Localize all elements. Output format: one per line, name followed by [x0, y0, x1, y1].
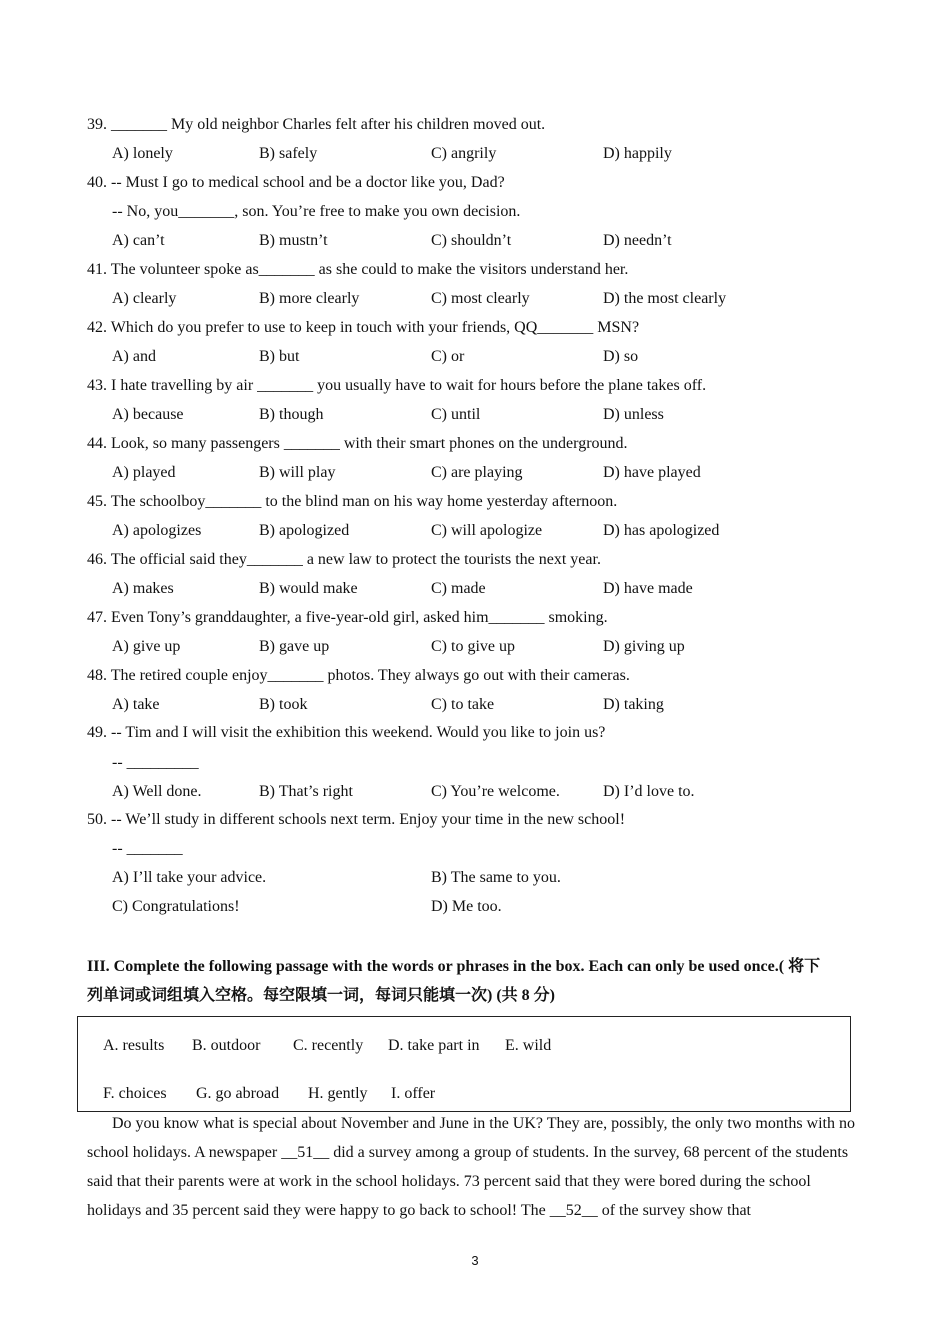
- question-39-option-b: B) safely: [259, 145, 318, 162]
- passage-text: Do you know what is special about November and June in the UK? They are, possibly, the only two months with no school holidays. A newspaper __51__ did a survey among a group of students. In the survey, 68 percent of the students said that their parents were at work in the school holidays. 73 percent said that they were bored during the school holidays and 35 percent said they were happy to go back to school! The __52__ of the survey show that: [87, 1115, 855, 1219]
- question-42-option-b: B) but: [259, 348, 300, 365]
- question-46-option-b: B) would make: [259, 580, 358, 597]
- question-49-option-a: A) Well done.: [112, 783, 202, 800]
- question-39-stem: 39. _______ My old neighbor Charles felt after his children moved out.: [87, 116, 546, 133]
- question-49-reply: -- _________: [112, 754, 199, 771]
- question-50-reply: -- _______: [112, 840, 183, 857]
- question-48-option-d: D) taking: [603, 696, 664, 713]
- question-39-option-d: D) happily: [603, 145, 672, 162]
- question-49-option-c: C) You’re welcome.: [431, 783, 560, 800]
- question-45-option-b: B) apologized: [259, 522, 350, 539]
- question-43-option-c: C) until: [431, 406, 481, 423]
- question-40-option-c: C) shouldn’t: [431, 232, 512, 249]
- question-42-stem: 42. Which do you prefer to use to keep in touch with your friends, QQ_______ MSN?: [87, 319, 640, 336]
- question-39-option-c: C) angrily: [431, 145, 497, 162]
- question-44-stem: 44. Look, so many passengers _______ with their smart phones on the underground.: [87, 435, 628, 452]
- word-box-item-c: C. recently: [293, 1037, 364, 1054]
- question-45-stem: 45. The schoolboy_______ to the blind man on his way home yesterday afternoon.: [87, 493, 618, 510]
- question-40-option-a: A) can’t: [112, 232, 165, 249]
- question-43-option-b: B) though: [259, 406, 324, 423]
- question-45-option-c: C) will apologize: [431, 522, 543, 539]
- question-46-option-d: D) have made: [603, 580, 693, 597]
- question-47-option-b: B) gave up: [259, 638, 330, 655]
- question-46-stem: 46. The official said they_______ a new law to protect the tourists the next year.: [87, 551, 601, 568]
- word-box: [77, 1016, 851, 1112]
- question-43-stem: 43. I hate travelling by air _______ you usually have to wait for hours before the plane takes off.: [87, 377, 707, 394]
- question-50-option-a: A) I’ll take your advice.: [112, 869, 267, 886]
- page-number: 3: [471, 1253, 479, 1268]
- question-39-option-a: A) lonely: [112, 145, 173, 162]
- question-48-stem: 48. The retired couple enjoy_______ photos. They always go out with their cameras.: [87, 667, 630, 684]
- question-40-option-b: B) mustn’t: [259, 232, 328, 249]
- question-41-option-a: A) clearly: [112, 290, 177, 307]
- question-42-option-d: D) so: [603, 348, 639, 365]
- section-3-title: [87, 952, 867, 1010]
- question-46-option-c: C) made: [431, 580, 486, 597]
- word-box-item-i: I. offer: [391, 1085, 436, 1102]
- section-3-title-line-1: III. Complete the following passage with the words or phrases in the box. Each can only be used once.( 将下: [87, 958, 821, 975]
- question-48-option-c: C) to take: [431, 696, 495, 713]
- question-44-option-d: D) have played: [603, 464, 701, 481]
- question-48-option-a: A) take: [112, 696, 160, 713]
- question-43-option-d: D) unless: [603, 406, 664, 423]
- question-50-option-b: B) The same to you.: [431, 869, 561, 886]
- question-41-option-b: B) more clearly: [259, 290, 360, 307]
- question-41-option-d: D) the most clearly: [603, 290, 727, 307]
- question-49-stem: 49. -- Tim and I will visit the exhibition this weekend. Would you like to join us?: [87, 724, 606, 741]
- question-41-option-c: C) most clearly: [431, 290, 530, 307]
- question-46-option-a: A) makes: [112, 580, 174, 597]
- word-box-item-h: H. gently: [308, 1085, 368, 1102]
- question-45-option-d: D) has apologized: [603, 522, 720, 539]
- word-box-item-g: G. go abroad: [196, 1085, 280, 1102]
- question-44-option-a: A) played: [112, 464, 176, 481]
- question-40-reply: -- No, you_______, son. You’re free to make you own decision.: [112, 203, 521, 220]
- question-44-option-b: B) will play: [259, 464, 336, 481]
- question-47-option-d: D) giving up: [603, 638, 685, 655]
- word-box-item-f: F. choices: [103, 1085, 167, 1102]
- question-40-option-d: D) needn’t: [603, 232, 672, 249]
- section-3-title-line-2: 列单词或词组填入空格。每空限填一词，每词只能填一次) (共 8 分): [87, 987, 555, 1004]
- word-box-item-a: A. results: [103, 1037, 165, 1054]
- question-40-stem: 40. -- Must I go to medical school and be a doctor like you, Dad?: [87, 174, 505, 191]
- question-43-option-a: A) because: [112, 406, 184, 423]
- question-42-option-c: C) or: [431, 348, 465, 365]
- question-49-option-d: D) I’d love to.: [603, 783, 695, 800]
- question-49-option-b: B) That’s right: [259, 783, 353, 800]
- question-41-stem: 41. The volunteer spoke as_______ as she could to make the visitors understand her.: [87, 261, 629, 278]
- passage: [87, 1109, 863, 1225]
- question-50-option-c: C) Congratulations!: [112, 898, 240, 915]
- question-48-option-b: B) took: [259, 696, 308, 713]
- question-45-option-a: A) apologizes: [112, 522, 202, 539]
- word-box-item-d: D. take part in: [388, 1037, 480, 1054]
- question-47-option-c: C) to give up: [431, 638, 515, 655]
- word-box-item-e: E. wild: [505, 1037, 552, 1054]
- question-44-option-c: C) are playing: [431, 464, 523, 481]
- question-50-stem: 50. -- We’ll study in different schools next term. Enjoy your time in the new school!: [87, 811, 626, 828]
- question-47-stem: 47. Even Tony’s granddaughter, a five-year-old girl, asked him_______ smoking.: [87, 609, 608, 626]
- question-50-option-d: D) Me too.: [431, 898, 502, 915]
- question-47-option-a: A) give up: [112, 638, 181, 655]
- word-box-item-b: B. outdoor: [192, 1037, 261, 1054]
- question-42-option-a: A) and: [112, 348, 156, 365]
